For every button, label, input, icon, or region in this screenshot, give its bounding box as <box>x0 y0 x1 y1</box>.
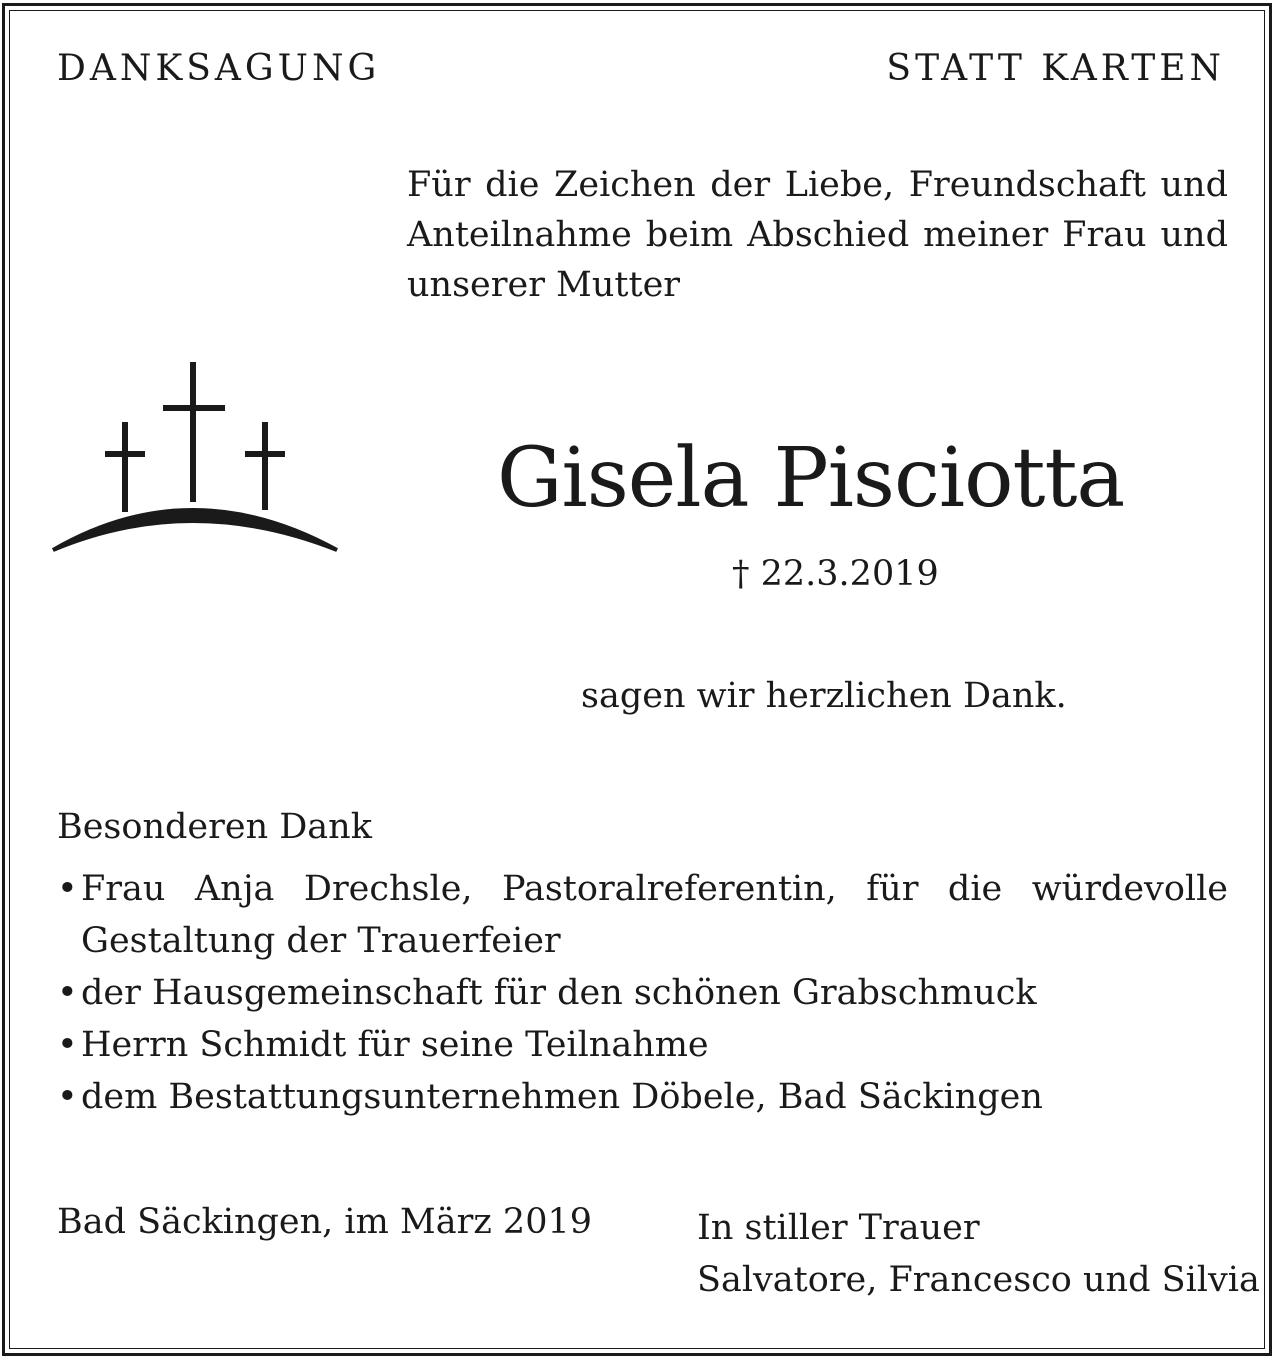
bullet-icon: • <box>57 973 78 1013</box>
intro-line: Für die Zeichen der Liebe, Freundschaft und <box>407 165 1228 205</box>
mourning-line: In stiller Trauer <box>697 1208 980 1248</box>
list-item <box>57 863 1228 967</box>
intro-paragraph <box>407 160 1228 310</box>
place-and-date: Bad Säckingen, im März 2019 <box>57 1202 592 1242</box>
list-item-text: dem Bestattungsunternehmen Döbele, Bad Säckingen <box>81 1077 1043 1117</box>
family-names: Salvatore, Francesco und Silvia <box>697 1260 1260 1300</box>
bullet-icon: • <box>57 1077 78 1117</box>
list-item-text: Herrn Schmidt für seine Teilnahme <box>81 1025 709 1065</box>
notice-frame <box>2 3 1272 1356</box>
signature-block <box>697 1202 1260 1306</box>
deceased-name: Gisela Pisciotta <box>497 431 1125 526</box>
intro-line: Anteilnahme beim Abschied meiner Frau und <box>407 215 1228 255</box>
header-statt-karten: STATT KARTEN <box>886 48 1225 89</box>
bullet-icon: • <box>57 1025 78 1065</box>
thanks-line: sagen wir herzlichen Dank. <box>581 676 1067 716</box>
list-item <box>57 967 1228 1019</box>
list-item <box>57 1071 1228 1123</box>
list-item-text-continued: Gestaltung der Trauerfeier <box>81 921 561 961</box>
death-date: † 22.3.2019 <box>732 554 939 594</box>
three-crosses-icon <box>51 362 343 558</box>
bullet-icon: • <box>57 869 78 909</box>
header-danksagung: DANKSAGUNG <box>57 48 381 89</box>
list-item-text: der Hausgemeinschaft für den schönen Grabschmuck <box>81 973 1037 1013</box>
special-thanks-list <box>57 863 1228 1123</box>
special-thanks-heading: Besonderen Dank <box>57 807 372 847</box>
intro-line: unserer Mutter <box>407 265 681 305</box>
list-item <box>57 1019 1228 1071</box>
list-item-text: Frau Anja Drechsle, Pastoralreferentin, für die würdevolle <box>81 869 1228 909</box>
